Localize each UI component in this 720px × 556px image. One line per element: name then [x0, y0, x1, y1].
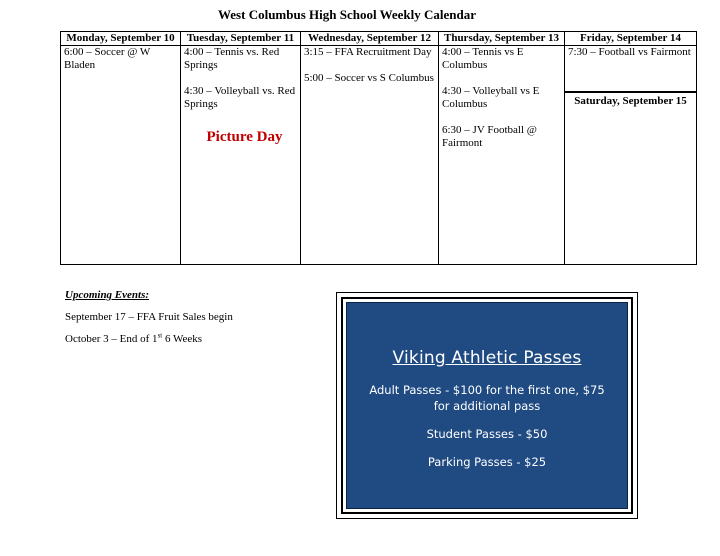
page-title: West Columbus High School Weekly Calendar	[218, 7, 476, 22]
event-item: 4:30 – Volleyball vs E Columbus	[442, 85, 540, 110]
day-header-monday: Monday, September 10	[61, 32, 181, 46]
athletic-passes-box	[336, 292, 638, 519]
picture-day-note: Picture Day	[206, 129, 283, 145]
upcoming-event-text: 6 Weeks	[162, 333, 203, 345]
day-cell-tuesday	[181, 46, 301, 265]
event-item: 5:00 – Soccer vs S Columbus	[304, 72, 434, 84]
calendar-header-row	[61, 32, 697, 46]
day-header-tuesday: Tuesday, September 11	[181, 32, 301, 46]
day-cell-friday	[565, 46, 697, 265]
passes-title: Viking Athletic Passes	[392, 348, 582, 368]
calendar-events-row	[61, 46, 697, 265]
event-item: 4:00 – Tennis vs E Columbus	[442, 46, 524, 71]
event-item: 3:15 – FFA Recruitment Day	[304, 46, 432, 58]
passes-panel	[346, 302, 628, 509]
upcoming-events-title: Upcoming Events:	[65, 289, 150, 301]
event-item: 6:30 – JV Football @ Fairmont	[442, 124, 537, 149]
weekly-calendar-table	[60, 31, 697, 265]
parking-pass-price: Parking Passes - $25	[427, 455, 547, 469]
day-header-friday: Friday, September 14	[565, 32, 697, 46]
upcoming-events	[65, 289, 233, 355]
event-item: 6:00 – Soccer @ W Bladen	[64, 46, 151, 71]
event-item: 4:00 – Tennis vs. Red Springs	[184, 46, 280, 71]
upcoming-event-text: October 3 – End of 1	[65, 333, 158, 345]
passes-frame	[341, 297, 633, 514]
day-cell-thursday	[439, 46, 565, 265]
upcoming-event-item	[65, 333, 233, 346]
ordinal-suffix: st	[157, 331, 163, 340]
day-cell-wednesday	[301, 46, 439, 265]
day-cell-monday	[61, 46, 181, 265]
event-item: 7:30 – Football vs Fairmont	[568, 46, 691, 58]
student-pass-price: Student Passes - $50	[426, 427, 548, 441]
day-header-saturday: Saturday, September 15	[565, 91, 696, 108]
event-item: 4:30 – Volleyball vs. Red Springs	[184, 85, 296, 110]
day-header-wednesday: Wednesday, September 12	[301, 32, 439, 46]
upcoming-event-item: September 17 – FFA Fruit Sales begin	[65, 311, 233, 323]
day-header-thursday: Thursday, September 13	[439, 32, 565, 46]
adult-pass-price: Adult Passes - $100 for the first one, $75 for additional pass	[369, 383, 605, 413]
